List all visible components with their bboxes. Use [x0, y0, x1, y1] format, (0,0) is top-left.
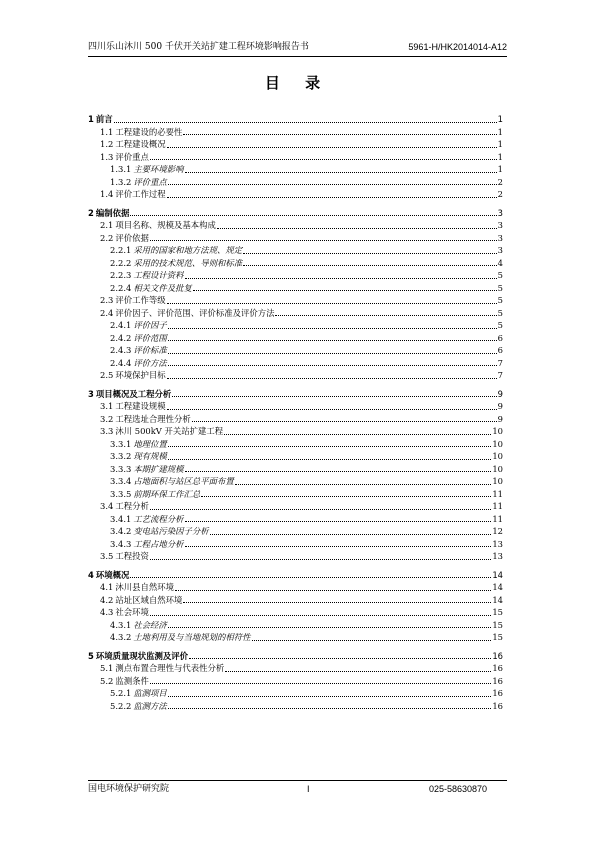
toc-entry-page: 2	[497, 189, 503, 199]
toc-entry-page: 13	[492, 551, 503, 561]
toc-entry-title: 工程选址合理性分析	[115, 413, 191, 424]
toc-leader-dots	[217, 227, 497, 229]
toc-leader-dots	[193, 289, 497, 291]
toc-entry-title: 站址区域自然环境	[115, 594, 183, 605]
footer-institute: 国电环境保护研究院	[88, 784, 170, 794]
toc-entry-title: 评价依据	[115, 232, 149, 243]
toc-entry-number: 2.5	[100, 370, 114, 380]
toc-entry-page: 3	[497, 245, 503, 255]
toc-entry[interactable]	[88, 257, 503, 270]
toc-entry-number: 4.1	[100, 582, 114, 592]
toc-entry[interactable]	[88, 413, 503, 426]
toc-entry-number: 2.4	[100, 307, 114, 318]
toc-leader-dots	[175, 589, 491, 591]
toc-entry-number: 3.3.3	[110, 463, 132, 474]
toc-entry[interactable]	[88, 550, 503, 563]
toc-entry-title: 工程设计资料	[133, 270, 184, 280]
toc-entry-number: 4	[88, 569, 94, 580]
toc-entry-page: 1	[497, 151, 503, 162]
toc-entry-page: 5	[497, 307, 503, 318]
toc-entry-number: 1.1	[100, 126, 114, 137]
toc-entry[interactable]	[88, 569, 503, 582]
toc-entry[interactable]	[88, 438, 503, 451]
toc-entry-number: 4.3	[100, 607, 114, 617]
toc-entry-title: 项目概况及工程分析	[95, 388, 172, 399]
toc-entry-page: 4	[497, 257, 503, 268]
toc-entry[interactable]	[88, 400, 503, 413]
toc-entry-page: 16	[492, 675, 503, 686]
toc-entry-title: 变电站污染因子分析	[133, 526, 209, 536]
toc-entry[interactable]	[88, 650, 503, 663]
toc-leader-dots	[168, 445, 492, 447]
toc-entry-number: 5.2.1	[110, 688, 132, 698]
toc-leader-dots	[167, 146, 497, 148]
header-report-title: 四川乐山沐川 500 千伏开关站扩建工程环境影响报告书	[88, 42, 309, 52]
toc-leader-dots	[114, 121, 497, 123]
toc-entry-title: 社会经济	[133, 619, 167, 630]
toc-entry[interactable]	[88, 463, 503, 476]
toc-entry-number: 3.3.1	[110, 438, 132, 449]
toc-leader-dots	[168, 626, 492, 628]
toc-entry-title: 环境保护目标	[115, 370, 166, 380]
toc-entry-title: 监测方法	[133, 700, 167, 711]
toc-entry[interactable]	[88, 425, 503, 438]
toc-entry[interactable]	[88, 138, 503, 151]
toc-entry-page: 10	[492, 451, 503, 461]
toc-leader-dots	[168, 327, 497, 329]
toc-leader-dots	[189, 657, 491, 659]
toc-entry-title: 编制依据	[95, 207, 130, 218]
toc-entry-number: 2.3	[100, 295, 114, 305]
toc-leader-dots	[168, 183, 497, 185]
toc-entry[interactable]	[88, 500, 503, 513]
toc-leader-dots	[150, 614, 492, 616]
toc-entry[interactable]	[88, 357, 503, 370]
toc-entry-title: 沐川县自然环境	[115, 582, 174, 592]
toc-entry-number: 3.4.3	[110, 538, 132, 549]
toc-entry[interactable]	[88, 631, 503, 644]
toc-leader-dots	[168, 458, 492, 460]
toc-entry-page: 5	[497, 270, 503, 280]
toc-entry-number: 3.4.2	[110, 526, 132, 536]
toc-leader-dots	[252, 639, 492, 641]
toc-entry-number: 3.1	[100, 401, 114, 411]
toc-leader-dots	[172, 395, 496, 397]
toc-entry-page: 3	[497, 207, 503, 218]
toc-leader-dots	[201, 495, 491, 497]
toc-entry-number: 1	[88, 114, 94, 124]
toc-entry-title: 前期环保工作汇总	[133, 488, 201, 499]
toc-entry[interactable]	[88, 369, 503, 382]
toc-leader-dots	[130, 576, 491, 578]
toc-entry-number: 2.2.1	[110, 245, 132, 255]
toc-entry-page: 16	[492, 688, 503, 698]
toc-leader-dots	[150, 682, 492, 684]
toc-entry-page: 13	[492, 538, 503, 549]
toc-entry-page: 7	[497, 357, 503, 368]
toc-entry-number: 1.3.1	[110, 164, 132, 174]
toc-entry[interactable]	[88, 126, 503, 139]
toc-entry-page: 16	[492, 650, 503, 661]
toc-leader-dots	[168, 364, 497, 366]
toc-entry-page: 1	[497, 139, 503, 149]
toc-entry[interactable]	[88, 151, 503, 164]
toc-entry-page: 3	[497, 232, 503, 243]
toc-entry[interactable]	[88, 163, 503, 176]
toc-entry-page: 15	[492, 619, 503, 630]
toc-entry-page: 15	[492, 607, 503, 617]
toc-entry[interactable]	[88, 450, 503, 463]
toc-entry-number: 1.2	[100, 139, 114, 149]
toc-entry-page: 5	[497, 320, 503, 330]
toc-entry[interactable]	[88, 488, 503, 501]
toc-entry-page: 1	[497, 126, 503, 137]
toc-entry-page: 16	[492, 663, 503, 673]
toc-entry-number: 3.5	[100, 551, 114, 561]
toc-entry-number: 5	[88, 650, 94, 661]
toc-entry[interactable]	[88, 176, 503, 189]
toc-entry-number: 3.4.1	[110, 513, 132, 524]
toc-entry[interactable]	[88, 294, 503, 307]
toc-entry-page: 12	[492, 526, 503, 536]
toc-entry-title: 沐川 500kV 开关站扩建工程	[115, 426, 224, 436]
toc-leader-dots	[167, 196, 497, 198]
toc-entry-number: 4.3.1	[110, 619, 132, 630]
toc-leader-dots	[224, 433, 491, 435]
toc-leader-dots	[243, 264, 496, 266]
toc-entry-number: 2.2	[100, 232, 114, 243]
footer-phone: 025-58630870	[428, 784, 487, 794]
toc-entry-title: 环境质量现状监测及评价	[95, 650, 188, 661]
toc-entry-number: 4.2	[100, 594, 114, 605]
footer-page-number: I	[307, 784, 310, 794]
toc-entry-title: 评价工作过程	[115, 189, 166, 199]
toc-entry[interactable]	[88, 282, 503, 295]
toc-entry-title: 环境概况	[95, 569, 130, 580]
toc-entry[interactable]	[88, 113, 503, 126]
toc-leader-dots	[185, 470, 492, 472]
toc-entry[interactable]	[88, 207, 503, 220]
page-title: 目 录	[264, 74, 331, 92]
toc-entry-page: 2	[497, 176, 503, 187]
table-of-contents	[88, 113, 503, 712]
toc-entry[interactable]	[88, 687, 503, 700]
toc-entry[interactable]	[88, 525, 503, 538]
toc-entry-title: 土地利用及与当地规划的相符性	[133, 632, 251, 642]
toc-leader-dots	[275, 314, 496, 316]
toc-entry-number: 2.4.3	[110, 345, 132, 355]
toc-entry[interactable]	[88, 388, 503, 401]
toc-leader-dots	[185, 277, 497, 279]
toc-entry-page: 14	[492, 582, 503, 592]
toc-entry-page: 6	[497, 345, 503, 355]
toc-entry[interactable]	[88, 188, 503, 201]
toc-entry-number: 2.4.4	[110, 357, 132, 368]
toc-entry[interactable]	[88, 307, 503, 320]
toc-entry-title: 评价重点	[133, 176, 167, 187]
toc-entry-title: 主要环境影响	[133, 164, 184, 174]
toc-entry-number: 3.3	[100, 426, 114, 436]
toc-entry-number: 2.4.1	[110, 320, 132, 330]
toc-entry[interactable]	[88, 332, 503, 345]
toc-entry-number: 3	[88, 388, 94, 399]
toc-entry-number: 5.2.2	[110, 700, 132, 711]
toc-entry-title: 项目名称、规模及基本构成	[115, 220, 216, 230]
toc-entry-page: 9	[497, 388, 503, 399]
toc-entry-title: 社会环境	[115, 607, 149, 617]
toc-entry[interactable]	[88, 594, 503, 607]
toc-entry-title: 现有规模	[133, 451, 167, 461]
toc-entry-page: 10	[492, 463, 503, 474]
toc-leader-dots	[150, 508, 492, 510]
toc-entry-page: 5	[497, 282, 503, 293]
toc-entry[interactable]	[88, 344, 503, 357]
toc-entry-page: 10	[492, 438, 503, 449]
toc-leader-dots	[185, 545, 492, 547]
toc-entry-page: 15	[492, 632, 503, 642]
toc-entry[interactable]	[88, 581, 503, 594]
toc-leader-dots	[235, 483, 492, 485]
toc-entry-number: 1.3	[100, 151, 114, 162]
toc-entry-title: 评价方法	[133, 357, 167, 368]
toc-entry-number: 3.4	[100, 501, 114, 511]
toc-entry-title: 评价标准	[133, 345, 167, 355]
toc-entry-page: 7	[497, 370, 503, 380]
toc-entry-title: 相关文件及批复	[133, 282, 192, 293]
toc-entry-page: 1	[497, 114, 503, 124]
toc-entry[interactable]	[88, 269, 503, 282]
toc-entry[interactable]	[88, 619, 503, 632]
toc-entry[interactable]	[88, 475, 503, 488]
toc-leader-dots	[167, 377, 497, 379]
toc-entry-number: 2.1	[100, 220, 114, 230]
toc-entry-page: 10	[492, 476, 503, 486]
toc-entry-title: 地理位置	[133, 438, 167, 449]
toc-entry-number: 3.3.5	[110, 488, 132, 499]
toc-entry-title: 工程占地分析	[133, 538, 184, 549]
toc-entry-title: 工艺流程分析	[133, 513, 184, 524]
toc-entry[interactable]	[88, 606, 503, 619]
toc-leader-dots	[183, 133, 496, 135]
toc-entry-title: 采用的技术规范、导则和标准	[133, 257, 243, 268]
toc-entry-page: 11	[492, 501, 503, 511]
toc-entry-page: 9	[497, 401, 503, 411]
toc-entry-number: 2.2.2	[110, 257, 132, 268]
toc-entry-title: 工程投资	[115, 551, 149, 561]
toc-entry[interactable]	[88, 232, 503, 245]
toc-entry[interactable]	[88, 538, 503, 551]
toc-entry-number: 5.2	[100, 675, 114, 686]
toc-leader-dots	[185, 171, 497, 173]
toc-entry-title: 工程建设的必要性	[115, 126, 183, 137]
toc-entry-number: 1.4	[100, 189, 114, 199]
toc-entry-title: 测点布置合理性与代表性分析	[115, 663, 225, 673]
toc-entry-number: 2.2.3	[110, 270, 132, 280]
toc-entry-title: 工程建设概况	[115, 139, 166, 149]
toc-entry-title: 评价范围	[133, 332, 167, 343]
toc-entry-number: 2.2.4	[110, 282, 132, 293]
toc-entry-page: 3	[497, 220, 503, 230]
toc-entry-title: 评价重点	[115, 151, 149, 162]
toc-entry[interactable]	[88, 319, 503, 332]
toc-entry-page: 14	[492, 569, 503, 580]
toc-entry-page: 16	[492, 700, 503, 711]
toc-entry-title: 占地面积与站区总平面布置	[133, 476, 234, 486]
toc-leader-dots	[168, 695, 492, 697]
header-document-number: 5961-H/HK2014014-A12	[408, 42, 507, 52]
toc-entry-number: 4.3.2	[110, 632, 132, 642]
toc-leader-dots	[192, 420, 497, 422]
toc-leader-dots	[225, 670, 491, 672]
toc-entry-title: 工程分析	[115, 501, 149, 511]
toc-leader-dots	[168, 339, 497, 341]
toc-leader-dots	[183, 601, 491, 603]
toc-leader-dots	[130, 214, 496, 216]
toc-entry-number: 3.2	[100, 413, 114, 424]
toc-entry-page: 14	[492, 594, 503, 605]
toc-entry-page: 5	[497, 295, 503, 305]
toc-leader-dots	[150, 158, 497, 160]
toc-entry-title: 前言	[95, 114, 113, 124]
page-header	[88, 40, 507, 57]
toc-entry-page: 9	[497, 413, 503, 424]
toc-leader-dots	[168, 352, 497, 354]
toc-leader-dots	[150, 558, 492, 560]
toc-entry[interactable]	[88, 244, 503, 257]
toc-entry-page: 6	[497, 332, 503, 343]
toc-entry[interactable]	[88, 662, 503, 675]
toc-entry-page: 11	[492, 513, 503, 524]
toc-entry-page: 1	[497, 164, 503, 174]
toc-entry-title: 监测项目	[133, 688, 167, 698]
toc-entry-title: 采用的国家和地方法规、规定	[133, 245, 243, 255]
toc-leader-dots	[185, 520, 492, 522]
toc-entry-page: 11	[492, 488, 503, 499]
toc-leader-dots	[243, 252, 496, 254]
toc-entry-number: 5.1	[100, 663, 114, 673]
toc-entry[interactable]	[88, 675, 503, 688]
toc-leader-dots	[167, 408, 497, 410]
toc-entry-title: 监测条件	[115, 675, 149, 686]
toc-entry[interactable]	[88, 700, 503, 713]
toc-entry-page: 10	[492, 426, 503, 436]
page-footer	[88, 780, 507, 797]
toc-entry-title: 工程建设规模	[115, 401, 166, 411]
toc-leader-dots	[210, 533, 492, 535]
toc-entry[interactable]	[88, 219, 503, 232]
toc-entry-number: 2.4.2	[110, 332, 132, 343]
toc-entry-number: 2	[88, 207, 94, 218]
toc-leader-dots	[168, 707, 492, 709]
toc-entry[interactable]	[88, 513, 503, 526]
toc-entry-title: 评价因子、评价范围、评价标准及评价方法	[115, 307, 275, 318]
toc-entry-title: 评价因子	[133, 320, 167, 330]
toc-entry-title: 评价工作等级	[115, 295, 166, 305]
toc-leader-dots	[167, 302, 497, 304]
toc-entry-number: 3.3.2	[110, 451, 132, 461]
toc-entry-number: 3.3.4	[110, 476, 132, 486]
toc-entry-title: 本期扩建规模	[133, 463, 184, 474]
toc-leader-dots	[150, 239, 497, 241]
toc-entry-number: 1.3.2	[110, 176, 132, 187]
